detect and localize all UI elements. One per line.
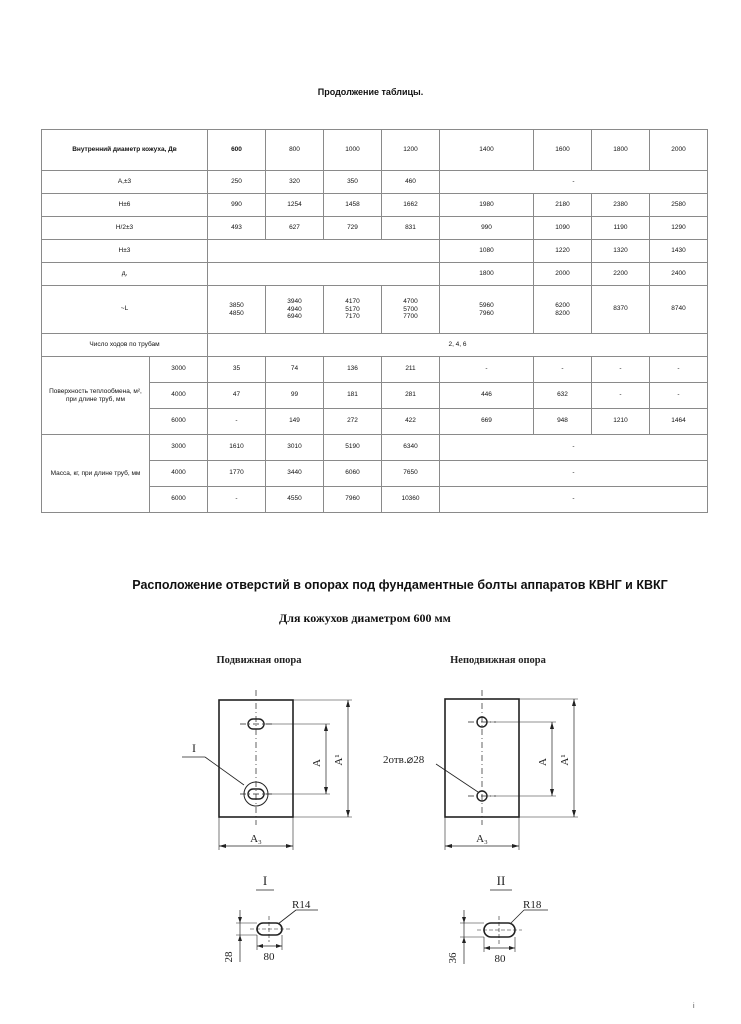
- value-cell: 281: [382, 383, 440, 409]
- row-label: Н/2±3: [42, 217, 208, 240]
- length-cell: 4000: [150, 383, 208, 409]
- value-cell: 2000: [534, 263, 592, 286]
- diameter-cell: 1200: [382, 130, 440, 171]
- value-cell: 3010: [266, 435, 324, 461]
- value-cell: -: [440, 435, 708, 461]
- value-cell: 5190: [324, 435, 382, 461]
- value-cell: 627: [266, 217, 324, 240]
- value-cell: -: [650, 383, 708, 409]
- value-cell: 350: [324, 171, 382, 194]
- value-cell: 4550: [266, 487, 324, 513]
- value-cell: 7960: [324, 487, 382, 513]
- value-cell: 2580: [650, 194, 708, 217]
- value-cell: 2, 4, 6: [208, 334, 708, 357]
- value-cell: 1254: [266, 194, 324, 217]
- value-cell: 5960 7960: [440, 286, 534, 334]
- table-row: [42, 357, 708, 383]
- value-cell: 1290: [650, 217, 708, 240]
- value-cell: 2380: [592, 194, 650, 217]
- page-mark: і: [693, 1003, 695, 1010]
- value-cell: 181: [324, 383, 382, 409]
- table-row: [42, 286, 708, 334]
- foundation-bolt-drawing: [0, 640, 741, 1000]
- row-label: Н±3: [42, 240, 208, 263]
- value-cell: -: [440, 357, 534, 383]
- value-cell: 2400: [650, 263, 708, 286]
- length-cell: 6000: [150, 409, 208, 435]
- value-cell: 1220: [534, 240, 592, 263]
- value-cell: 729: [324, 217, 382, 240]
- value-cell: 1770: [208, 461, 266, 487]
- dimension-a-label: A: [537, 758, 549, 766]
- detail-title: II: [496, 873, 506, 888]
- value-cell: 1662: [382, 194, 440, 217]
- row-label: А,±3: [42, 171, 208, 194]
- value-cell: 1610: [208, 435, 266, 461]
- value-cell: 990: [208, 194, 266, 217]
- empty-cell: [208, 263, 440, 286]
- dimension-a1-label: A¹: [333, 754, 345, 766]
- diameter-cell: 1800: [592, 130, 650, 171]
- table-row: [42, 240, 708, 263]
- sub-title: Для кожухов диаметром 600 мм: [279, 611, 451, 625]
- row-label: Число ходов по трубам: [42, 334, 208, 357]
- dimension-a1-label: A¹: [559, 754, 571, 766]
- value-cell: 3940 4940 6940: [266, 286, 324, 334]
- value-cell: 1980: [440, 194, 534, 217]
- value-cell: -: [592, 383, 650, 409]
- value-cell: -: [440, 171, 708, 194]
- value-cell: 1210: [592, 409, 650, 435]
- specification-table: [41, 129, 708, 513]
- table-caption: Продолжение таблицы.: [317, 87, 424, 97]
- table-row: [42, 171, 708, 194]
- diameter-cell: 1000: [324, 130, 382, 171]
- value-cell: -: [208, 409, 266, 435]
- value-cell: 1430: [650, 240, 708, 263]
- value-cell: 1320: [592, 240, 650, 263]
- fixed-support: [383, 655, 578, 965]
- table-row: [42, 194, 708, 217]
- value-cell: 831: [382, 217, 440, 240]
- length-cell: 3000: [150, 435, 208, 461]
- value-cell: -: [440, 487, 708, 513]
- value-cell: 320: [266, 171, 324, 194]
- diameter-cell: 1400: [440, 130, 534, 171]
- radius-label: R18: [523, 899, 542, 911]
- value-cell: 3440: [266, 461, 324, 487]
- dimension-a3-label: A₃: [476, 833, 488, 845]
- value-cell: 47: [208, 383, 266, 409]
- table-row: [42, 263, 708, 286]
- empty-cell: [208, 240, 440, 263]
- value-cell: 211: [382, 357, 440, 383]
- height-label: 36: [447, 952, 459, 964]
- value-cell: 460: [382, 171, 440, 194]
- value-cell: 446: [440, 383, 534, 409]
- holes-label: 2отв.⌀28: [383, 754, 425, 766]
- value-cell: 10360: [382, 487, 440, 513]
- table-row: [42, 334, 708, 357]
- value-cell: -: [592, 357, 650, 383]
- dimension-a-label: A: [311, 759, 323, 767]
- value-cell: 6060: [324, 461, 382, 487]
- diameter-cell: 2000: [650, 130, 708, 171]
- length-cell: 3000: [150, 357, 208, 383]
- value-cell: 1800: [440, 263, 534, 286]
- length-cell: 4000: [150, 461, 208, 487]
- length-cell: 6000: [150, 487, 208, 513]
- detail-callout-label: I: [192, 741, 196, 755]
- value-cell: 1090: [534, 217, 592, 240]
- value-cell: 272: [324, 409, 382, 435]
- value-cell: 99: [266, 383, 324, 409]
- value-cell: 6200 8200: [534, 286, 592, 334]
- value-cell: 493: [208, 217, 266, 240]
- height-label: 28: [223, 951, 235, 963]
- value-cell: 8370: [592, 286, 650, 334]
- section-title: Расположение отверстий в опорах под фундаментные болты аппаратов КВНГ и КВКГ: [132, 578, 668, 592]
- header-label: Внутренний диаметр кожуха, Дв: [42, 130, 208, 171]
- value-cell: 7650: [382, 461, 440, 487]
- surface-label: Поверхность теплообмена, м², при длине труб, мм: [42, 357, 150, 435]
- diameter-cell: 1600: [534, 130, 592, 171]
- value-cell: 669: [440, 409, 534, 435]
- value-cell: 1458: [324, 194, 382, 217]
- table-row: [42, 435, 708, 461]
- mass-label: Масса, кг, при длине труб, мм: [42, 435, 150, 513]
- value-cell: 250: [208, 171, 266, 194]
- value-cell: 8740: [650, 286, 708, 334]
- value-cell: 74: [266, 357, 324, 383]
- value-cell: -: [650, 357, 708, 383]
- movable-support: [182, 655, 352, 963]
- value-cell: 4170 5170 7170: [324, 286, 382, 334]
- header-row: [42, 130, 708, 171]
- dimension-a3-label: A₃: [250, 833, 262, 845]
- value-cell: 35: [208, 357, 266, 383]
- row-label: д,: [42, 263, 208, 286]
- movable-support-title: Подвижная опора: [216, 655, 302, 666]
- value-cell: 3850 4850: [208, 286, 266, 334]
- value-cell: 4700 5700 7700: [382, 286, 440, 334]
- fixed-support-title: Неподвижная опора: [450, 655, 546, 666]
- row-label: Н±6: [42, 194, 208, 217]
- detail-title: I: [262, 873, 268, 888]
- value-cell: 948: [534, 409, 592, 435]
- value-cell: 632: [534, 383, 592, 409]
- value-cell: -: [208, 487, 266, 513]
- table-row: [42, 217, 708, 240]
- value-cell: 2180: [534, 194, 592, 217]
- value-cell: 990: [440, 217, 534, 240]
- width-label: 80: [494, 953, 506, 965]
- value-cell: 422: [382, 409, 440, 435]
- value-cell: 6340: [382, 435, 440, 461]
- value-cell: 1464: [650, 409, 708, 435]
- value-cell: 2200: [592, 263, 650, 286]
- value-cell: -: [534, 357, 592, 383]
- radius-label: R14: [292, 899, 311, 911]
- diameter-cell: 800: [266, 130, 324, 171]
- width-label: 80: [263, 951, 275, 963]
- value-cell: 1080: [440, 240, 534, 263]
- value-cell: 136: [324, 357, 382, 383]
- row-label: ~L: [42, 286, 208, 334]
- value-cell: 149: [266, 409, 324, 435]
- value-cell: -: [440, 461, 708, 487]
- value-cell: 1190: [592, 217, 650, 240]
- diameter-cell: 600: [208, 130, 266, 171]
